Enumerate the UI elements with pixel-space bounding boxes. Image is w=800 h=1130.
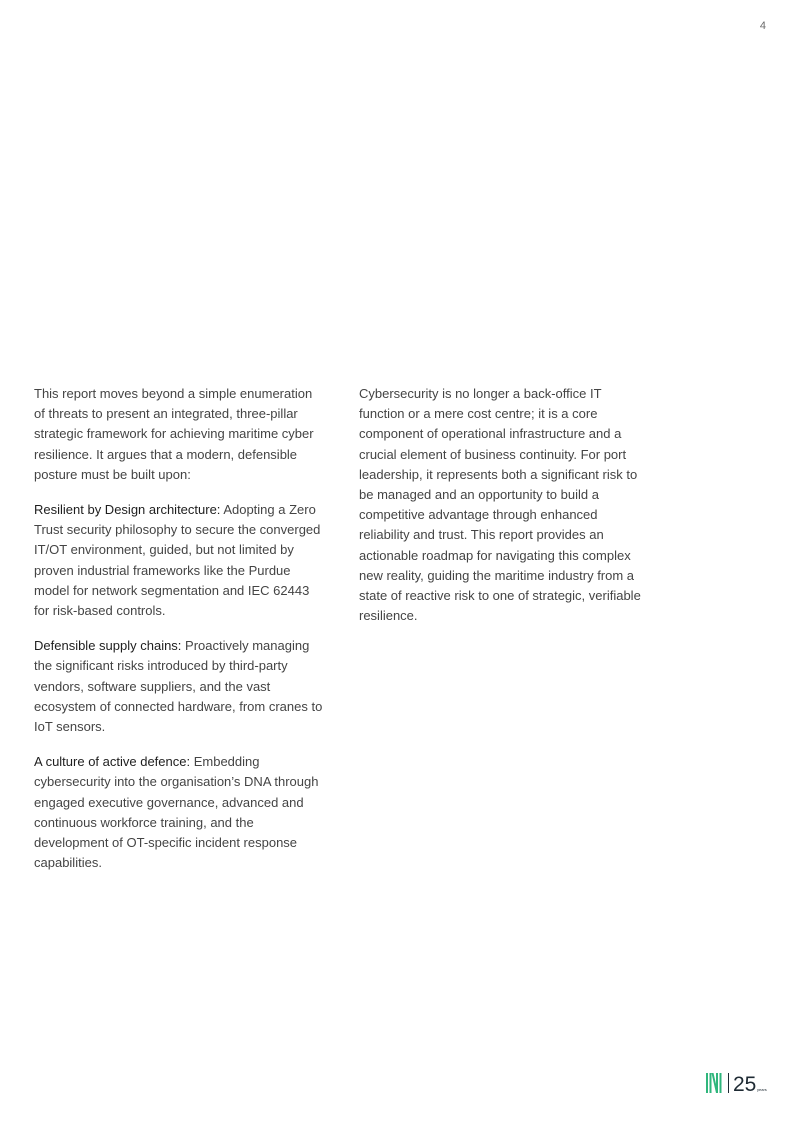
pillar-title: Defensible supply chains: (34, 638, 182, 654)
page-number: 4 (759, 20, 766, 32)
pillar-text: Adopting a Zero Trust security philosophy to secure the converged IT/OT environment, guided, but not limited by proven industrial frameworks like the Purdue model for network segmentation and IEC 62443 for risk-based controls. (34, 502, 321, 619)
pillar-text: Proactively managing the significant risks introduced by third-party vendors, software suppliers, and the vast ecosystem of connected hardware, from cranes to IoT sensors. (34, 638, 323, 735)
left-column (34, 384, 324, 888)
logo-years-label: years (757, 1087, 767, 1092)
pillar-text: Embedding cybersecurity into the organisation’s DNA through engaged executive governance, advanced and continuous workforce training, and the development of OT-specific incident response capabilities. (34, 754, 319, 871)
pillar-resilient-by-design (34, 500, 324, 621)
logo-number: 25 (733, 1073, 757, 1096)
right-column (359, 384, 644, 641)
pillar-supply-chains (34, 636, 324, 737)
pillar-active-defence (34, 752, 324, 873)
logo-divider (728, 1073, 729, 1093)
brand-mark-icon (706, 1073, 722, 1093)
brand-logo (706, 1070, 768, 1096)
pillar-title: Resilient by Design architecture: (34, 502, 221, 518)
summary-paragraph: Cybersecurity is no longer a back-office IT function or a mere cost centre; it is a core component of operational infrastructure and a crucial element of business continuity. For port leadership, it represents both a significant risk to be managed and an opportunity to build a competitive advantage through enhanced reliability and trust. This report provides an actionable roadmap for navigating this complex new reality, guiding the maritime industry from a state of reactive risk to one of strategic, verifiable resilience. (359, 386, 641, 624)
pillar-title: A culture of active defence: (34, 754, 191, 770)
intro-paragraph: This report moves beyond a simple enumeration of threats to present an integrated, three-pillar strategic framework for achieving maritime cyber resilience. It argues that a modern, defensible posture must be built upon: (34, 386, 314, 482)
